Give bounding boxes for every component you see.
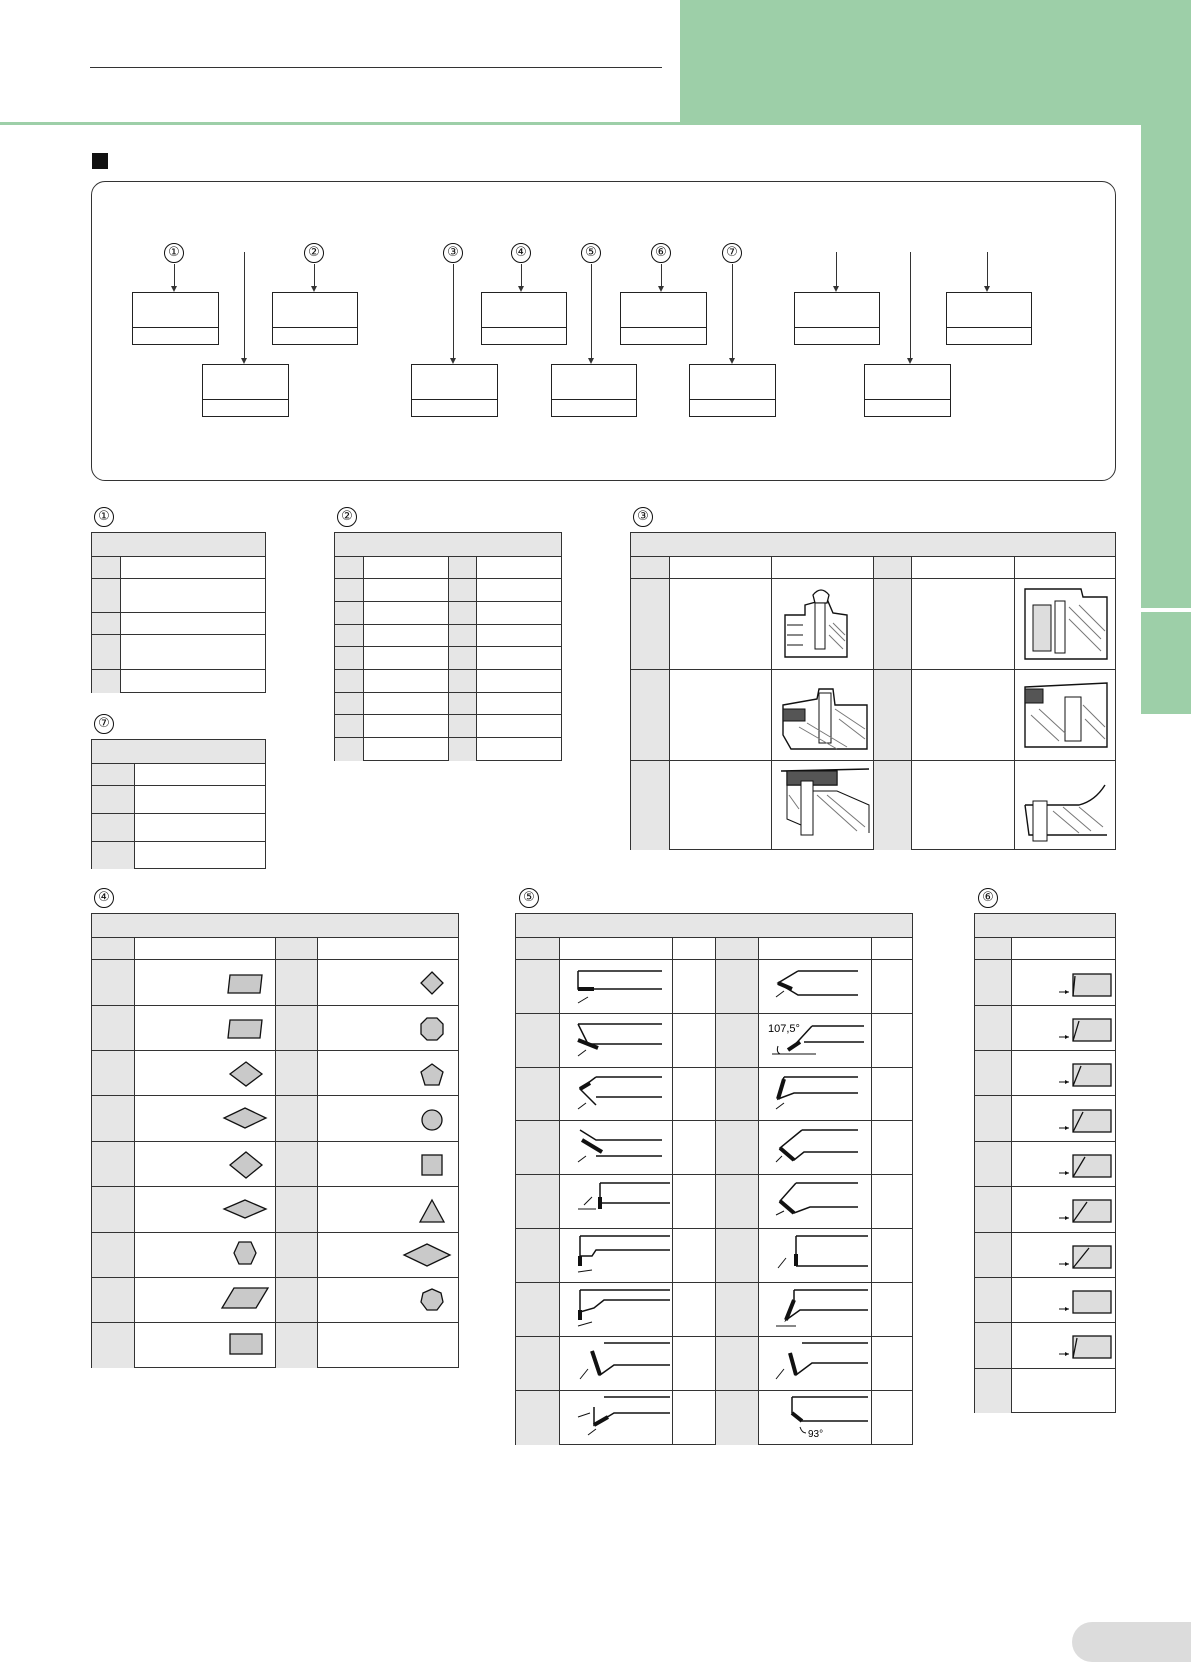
table-4 xyxy=(91,913,459,1368)
holder-style-left-6 xyxy=(574,1232,670,1276)
holder-style-left-5 xyxy=(574,1179,670,1223)
header-green-block xyxy=(680,0,1191,124)
shape-rhombus-80 xyxy=(228,1060,264,1088)
clearance-angle-3 xyxy=(1059,1060,1111,1090)
shape-triangle xyxy=(418,1198,446,1224)
code-box-l1 xyxy=(202,364,289,417)
connector-3 xyxy=(453,264,454,362)
shape-hexagon xyxy=(232,1240,258,1266)
table-2-marker: ② xyxy=(337,507,357,527)
code-box-l2 xyxy=(411,364,498,417)
table-2 xyxy=(334,532,562,761)
table-6-marker: ⑥ xyxy=(978,888,998,908)
holder-style-right-3 xyxy=(772,1073,862,1113)
connector-u2 xyxy=(987,252,988,290)
holder-style-right-6 xyxy=(772,1232,868,1276)
clamp-drawing-4 xyxy=(1019,675,1111,759)
code-box-l5 xyxy=(864,364,951,417)
clamp-drawing-2 xyxy=(1019,583,1111,667)
table-1-marker: ① xyxy=(94,507,114,527)
clearance-angle-4 xyxy=(1059,1106,1111,1136)
shape-rectangle xyxy=(228,1332,264,1356)
table-5-marker: ⑤ xyxy=(519,888,539,908)
connector-l1 xyxy=(244,252,245,362)
clamp-drawing-5 xyxy=(777,765,869,849)
code-marker-6: ⑥ xyxy=(651,243,671,263)
clearance-angle-2 xyxy=(1059,1015,1111,1045)
shape-parallelogram-82 xyxy=(226,1018,266,1042)
section-marker xyxy=(92,153,108,169)
code-box-u1 xyxy=(132,292,219,345)
clearance-angle-7 xyxy=(1059,1242,1111,1272)
code-marker-4: ④ xyxy=(511,243,531,263)
table-5 xyxy=(515,913,913,1445)
page-number-tab xyxy=(1072,1622,1191,1662)
code-marker-3: ③ xyxy=(443,243,463,263)
connector-u1 xyxy=(836,252,837,290)
shape-rhombus-75 xyxy=(228,1150,264,1180)
table-3-marker: ③ xyxy=(633,507,653,527)
clamp-drawing-3 xyxy=(777,679,869,757)
code-box-u2 xyxy=(272,292,358,345)
code-marker-2: ② xyxy=(304,243,324,263)
connector-5 xyxy=(591,264,592,362)
clearance-angle-8 xyxy=(1059,1287,1111,1317)
table-7-marker: ⑦ xyxy=(94,714,114,734)
clamp-drawing-1 xyxy=(777,585,867,663)
holder-style-right-7 xyxy=(772,1286,868,1330)
holder-style-left-3 xyxy=(574,1073,664,1113)
shape-rhombus-86 xyxy=(402,1242,452,1268)
header-green-underline xyxy=(0,122,1191,125)
holder-style-left-9 xyxy=(574,1393,670,1441)
table-1 xyxy=(91,532,266,693)
code-box-u6 xyxy=(946,292,1032,345)
table-7 xyxy=(91,739,266,869)
clamp-drawing-6 xyxy=(1019,771,1111,847)
code-box-l4 xyxy=(689,364,776,417)
holder-style-right-9 xyxy=(772,1393,868,1441)
shape-parallelogram-55 xyxy=(220,1286,270,1310)
code-box-u4 xyxy=(620,292,707,345)
code-marker-7: ⑦ xyxy=(722,243,742,263)
clearance-angle-6 xyxy=(1059,1196,1111,1226)
shape-octagon xyxy=(419,1016,445,1042)
code-box-u5 xyxy=(794,292,880,345)
connector-l2 xyxy=(910,252,911,362)
holder-style-right-4 xyxy=(772,1126,862,1166)
side-tab-lower[interactable] xyxy=(1141,612,1191,714)
holder-style-left-4 xyxy=(574,1126,664,1166)
holder-style-left-2 xyxy=(574,1020,664,1060)
holder-style-right-1 xyxy=(772,967,862,1007)
holder-style-left-1 xyxy=(574,967,664,1007)
shape-rhombus-90 xyxy=(419,970,445,996)
shape-rhombus-55 xyxy=(222,1106,268,1130)
holder-style-left-8 xyxy=(574,1339,670,1383)
clearance-angle-1 xyxy=(1059,970,1111,1000)
clearance-angle-5 xyxy=(1059,1151,1111,1181)
table-3 xyxy=(630,532,1116,850)
shape-parallelogram-85 xyxy=(226,973,266,997)
holder-style-right-5 xyxy=(772,1179,862,1223)
shape-rhombus-35 xyxy=(222,1198,268,1220)
shape-heptagon xyxy=(419,1287,445,1313)
clearance-angle-9 xyxy=(1059,1332,1111,1362)
angle-label-93: 93° xyxy=(808,1429,824,1440)
shape-square xyxy=(420,1153,444,1177)
code-marker-5: ⑤ xyxy=(581,243,601,263)
angle-label-107-5: 107,5° xyxy=(768,1023,800,1035)
holder-style-right-8 xyxy=(772,1339,868,1383)
code-marker-1: ① xyxy=(164,243,184,263)
table-6 xyxy=(974,913,1116,1413)
holder-style-right-2 xyxy=(766,1018,864,1062)
code-box-u3 xyxy=(481,292,567,345)
holder-style-left-7 xyxy=(574,1286,670,1330)
side-tab-upper[interactable] xyxy=(1141,124,1191,608)
shape-circle xyxy=(419,1107,445,1133)
table-4-marker: ④ xyxy=(94,888,114,908)
connector-7 xyxy=(732,264,733,362)
header-title-rule xyxy=(90,67,662,68)
shape-pentagon xyxy=(419,1062,445,1088)
code-box-l3 xyxy=(551,364,637,417)
